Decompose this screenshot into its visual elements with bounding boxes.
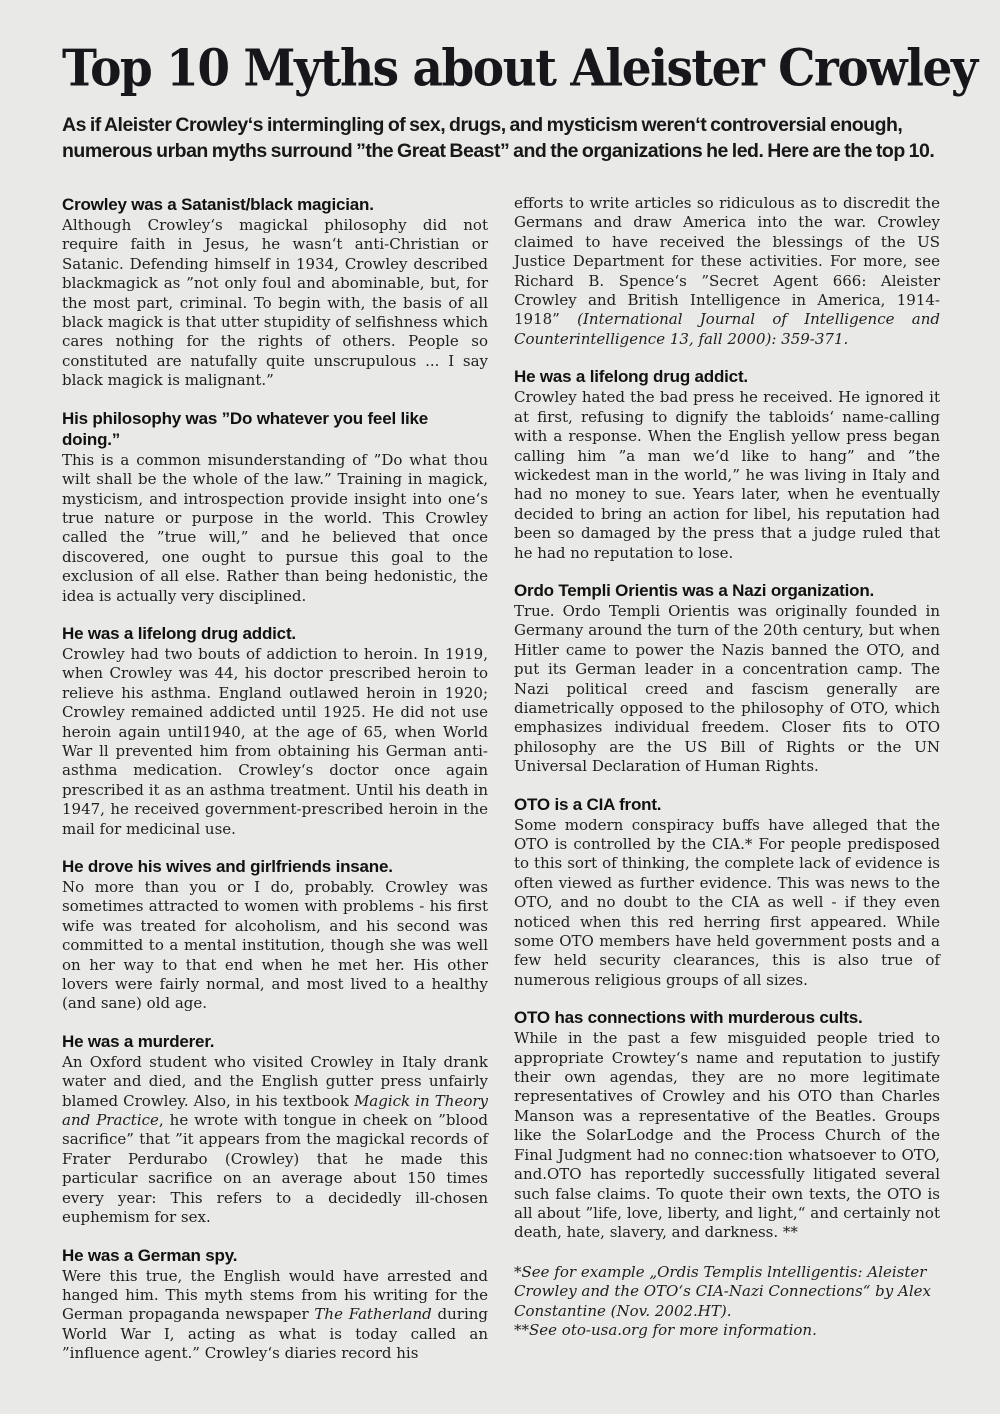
footnote-1: *See for example „Ordis Templis lntelligentis: Aleister Crowley and the OTO‘s CIA-Nazi Connections“ by Alex Constantine (Nov. 2002.HT). xyxy=(514,1262,931,1320)
myth-section-german-spy xyxy=(62,1245,488,1364)
intro-text: As if Aleister Crowley‘s intermingling of sex, drugs, and mysticism weren‘t controversial enough, numerous urban myths surround ”the Great Beast” and the organizations he led. Here are the top 10. xyxy=(62,114,935,163)
myth-body xyxy=(514,194,940,349)
myth-body xyxy=(62,451,488,606)
body-segment: , he wrote with tongue in cheek on ”blood sacrifice” that ”it appears from the magickal records of Frater Perdurabo (Crowley) that he made this particular sacrifice on an average about 150 times every year: This refers to a decidedly ill-chosen euphemism for sex. xyxy=(62,1111,488,1227)
myth-section-murderer xyxy=(62,1031,488,1228)
myth-section-drug-addict-left xyxy=(62,623,488,839)
page-title: Top 10 Myths about Aleister Crowley xyxy=(62,38,977,99)
myth-body xyxy=(514,816,940,991)
body-segment-italic: The Fatherland xyxy=(314,1305,432,1324)
body-segment: No more than you or I do, probably. Crowley was sometimes attracted to women with problems - his first wife was treated for alcoholism, and his second was committed to a mental institution, though she was well on her way to that end when he met her. His other lovers were fairly normal, and most lived to a healthy (and sane) old age. xyxy=(62,878,488,1013)
body-segment: Were this true, the English would have arrested and hanged him. This myth stems from his writing for the German propaganda newspaper xyxy=(62,1266,488,1324)
myth-section-philosophy xyxy=(62,408,488,606)
myth-heading: He was a murderer. xyxy=(62,1031,215,1051)
body-segment: This is a common misunderstanding of ”Do what thou wilt shall be the whole of the law.” Training in magick, mysticism, and introspection provide insight into one‘s true nature or purpose in the world. This Crowley called the ”true will,” and he believed that once discovered, one ought to pursue this goal to the exclusion of all else. Rather than being hedonistic, the idea is actually very disciplined. xyxy=(62,450,488,605)
myth-heading: He was a lifelong drug addict. xyxy=(62,623,296,643)
myth-body xyxy=(62,645,488,839)
myth-body xyxy=(514,388,940,563)
body-segment: Crowley hated the bad press he received. He ignored it at first, refusing to dignify the tabloids‘ name-calling with a response. When the English yellow press began calling him ”a man we‘d like to hang” and ”the wickedest man in the world,” he was living in Italy and had no money to sue. Years later, when he eventually decided to bring an action for libel, his reputation had been so damaged by the press that a judge ruled that he had no reputation to lose. xyxy=(514,388,940,562)
body-segment: Although Crowley‘s magickal philosophy did not require faith in Jesus, he wasn‘t anti-Christian or Satanic. Defending himself in 1934, Crowley described blackmagick as ”not only foul and abominable, but, for the most part, criminal. To begin with, the basis of all black magick is that utter stupidity of selfishness which cares nothing for the rights of others. People so constituted are natufally quite unscrupulous ... I say black magick is malignant.” xyxy=(62,216,488,390)
myth-body xyxy=(514,602,940,777)
body-segment: An Oxford student who visited Crowley in Italy drank water and died, and the English gutter press unfairly blamed Crowley. Also, in his textbook xyxy=(62,1052,488,1110)
myth-body xyxy=(62,1053,488,1228)
footnotes xyxy=(514,1263,940,1341)
myth-heading: OTO is a CIA front. xyxy=(514,794,662,814)
footnote-2: **See oto-usa.org for more information. xyxy=(514,1320,817,1339)
myth-section-wives xyxy=(62,856,488,1014)
myth-heading: Crowley was a Satanist/black magician. xyxy=(62,195,374,215)
body-segment: Crowley had two bouts of addiction to heroin. In 1919, when Crowley was 44, his doctor prescribed heroin to relieve his asthma. England outlawed heroin in 1920; Crowley remained addicted until 1925. He did not use heroin again until1940, at the age of 65, when World War ll prevented him from obtaining his German anti-asthma medication. Crowley‘s doctor once again prescribed it as an asthma treatment. Until his death in 1947, he received government-prescribed heroin in the mail for medicinal use. xyxy=(62,644,488,838)
myth-body xyxy=(62,878,488,1014)
columns-container xyxy=(62,194,940,1364)
myth-section-murderous-cults xyxy=(514,1007,940,1242)
myth-heading: Ordo Templi Orientis was a Nazi organization. xyxy=(514,580,875,600)
body-segment-italic: Magick in Theory and Practice xyxy=(62,1091,488,1130)
right-column xyxy=(514,194,940,1340)
body-segment-italic: (International Journal of Intelligence and Counterintelligence 13, fall 2000): 359-371. xyxy=(514,310,940,348)
myth-section-satanist xyxy=(62,194,488,391)
myth-heading: He was a lifelong drug addict. xyxy=(514,367,748,387)
myth-heading: OTO has connections with murderous cults. xyxy=(514,1008,863,1028)
myth-heading: His philosophy was ”Do whatever you feel like doing.” xyxy=(62,408,429,449)
myth-heading: He drove his wives and girlfriends insane. xyxy=(62,857,393,877)
myth-heading: He was a German spy. xyxy=(62,1245,238,1265)
body-segment: While in the past a few misguided people tried to appropriate Crowtey‘s name and reputation to justify their own agendas, they are no more legitimate representatives of Crowley and his OTO than Charles Manson was a representative of the Beatles. Groups like the SolarLodge and the Process Church of the Final Judgment had no connec:tion whatsoever to OTO, and.OTO has reportedly successfully litigated several such false claims. To quote their own texts, the OTO is all about ”life, love, liberty, and light,“ and certainly not death, hate, slavery, and darkness. ** xyxy=(514,1029,940,1242)
left-column xyxy=(62,194,488,1364)
myth-body xyxy=(62,1267,488,1364)
myth-section-cia-front xyxy=(514,794,940,991)
body-segment: during World War I, acting as what is today called an ”influence agent.” Crowley‘s diaries record his xyxy=(62,1305,489,1363)
myth-body xyxy=(514,1029,940,1242)
myth-body xyxy=(62,216,488,391)
myth-section-nazi-organization xyxy=(514,580,940,777)
body-segment: efforts to write articles so ridiculous as to discredit the Germans and draw America into the war. Crowley claimed to have received the blessings of the US Justice Department for these activities. For more, see Richard B. Spence‘s ”Secret Agent 666: Aleister Crowley and British Intelligence in America, 1914-1918” xyxy=(514,194,940,329)
myth-section-german-spy-continued xyxy=(514,194,940,349)
myth-section-drug-addict-right xyxy=(514,366,940,563)
body-segment: Some modern conspiracy buffs have alleged that the OTO is controlled by the CIA.* For people predisposed to this sort of thinking, the complete lack of evidence is often viewed as further evidence. This was news to the OTO, and no doubt to the CIA as well - if they even noticed when this red herring first appeared. While some OTO members have held government posts and a few held security clearances, this is also true of numerous religious groups of all sizes. xyxy=(514,815,940,989)
body-segment: True. Ordo Templi Orientis was originally founded in Germany around the turn of the 20th century, but when Hitler came to power the Nazis banned the OTO, and put its German leader in a concentration camp. The Nazi political creed and fascism generally are diametrically opposed to the philosophy of OTO, which emphasizes individual freedem. Closer fits to OTO philosophy are the US Bill of Rights or the UN Universal Declaration of Human Rights. xyxy=(514,601,940,776)
